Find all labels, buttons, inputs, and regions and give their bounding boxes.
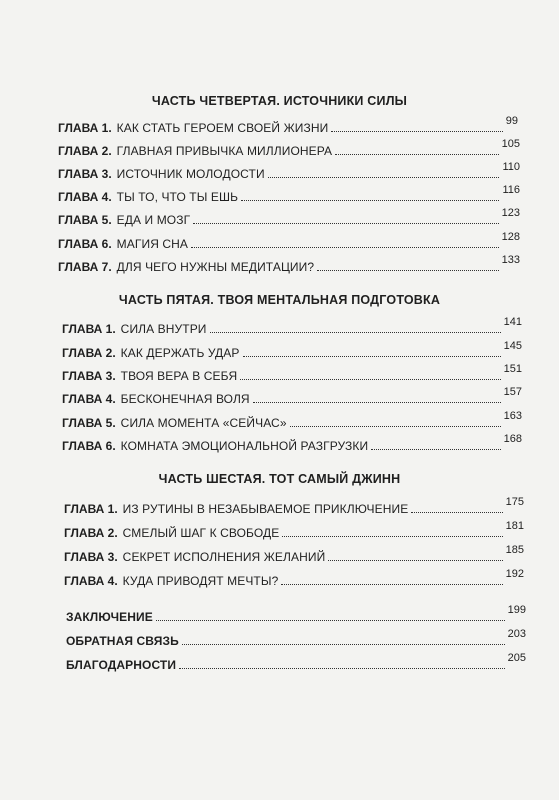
page-number: 99	[505, 115, 518, 127]
dot-leader	[241, 200, 499, 201]
page-number: 199	[507, 604, 526, 616]
toc-entry[interactable]	[64, 544, 524, 564]
chapter-title: ЕДА И МОЗГ	[116, 213, 191, 227]
page-number: 110	[502, 161, 520, 173]
chapter-title: КОМНАТА ЭМОЦИОНАЛЬНОЙ РАЗГРУЗКИ	[120, 439, 369, 453]
back-matter-entry[interactable]	[66, 652, 526, 672]
dot-leader	[268, 177, 500, 178]
page-number: 123	[501, 207, 520, 219]
toc-entry[interactable]	[62, 340, 522, 360]
dot-leader	[317, 270, 498, 271]
part-4-title: ЧАСТЬ ЧЕТВЕРТАЯ. ИСТОЧНИКИ СИЛЫ	[151, 94, 408, 108]
dot-leader	[253, 402, 501, 403]
page-number: 168	[503, 433, 522, 445]
chapter-title: КАК СТАТЬ ГЕРОЕМ СВОЕЙ ЖИЗНИ	[116, 121, 329, 135]
back-matter-title: ЗАКЛЮЧЕНИЕ	[66, 610, 153, 624]
chapter-title: ИЗ РУТИНЫ В НЕЗАБЫВАЕМОЕ ПРИКЛЮЧЕНИЕ	[122, 502, 409, 516]
dot-leader	[282, 536, 502, 537]
chapter-title: МАГИЯ СНА	[116, 237, 189, 251]
back-matter-title: ОБРАТНАЯ СВЯЗЬ	[66, 634, 179, 648]
page-number: 141	[503, 316, 522, 328]
chapter-label: ГЛАВА 1.	[62, 322, 116, 336]
chapter-title: ДЛЯ ЧЕГО НУЖНЫ МЕДИТАЦИИ?	[116, 260, 315, 274]
chapter-title: СИЛА МОМЕНТА «СЕЙЧАС»	[120, 416, 287, 430]
page-number: 205	[507, 652, 526, 664]
toc-entry[interactable]	[58, 161, 520, 181]
toc-entry[interactable]	[62, 363, 522, 383]
chapter-label: ГЛАВА 3.	[64, 550, 118, 564]
part-5-title: ЧАСТЬ ПЯТАЯ. ТВОЯ МЕНТАЛЬНАЯ ПОДГОТОВКА	[118, 293, 441, 307]
page-number: 151	[503, 363, 522, 375]
page-number: 203	[507, 628, 526, 640]
chapter-label: ГЛАВА 6.	[58, 237, 112, 251]
toc-entry[interactable]	[62, 410, 522, 430]
chapter-title: ИСТОЧНИК МОЛОДОСТИ	[116, 167, 265, 181]
page-number: 128	[501, 231, 520, 243]
back-matter-entry[interactable]	[66, 628, 526, 648]
toc-entry[interactable]	[62, 386, 522, 406]
page-number: 157	[503, 386, 522, 398]
back-matter-title: БЛАГОДАРНОСТИ	[66, 658, 177, 672]
back-matter-entry[interactable]	[66, 604, 526, 624]
dot-leader	[179, 668, 505, 669]
page-number: 105	[501, 138, 520, 150]
chapter-label: ГЛАВА 5.	[58, 213, 112, 227]
page-number: 145	[503, 340, 522, 352]
chapter-label: ГЛАВА 4.	[62, 392, 116, 406]
chapter-title: СЕКРЕТ ИСПОЛНЕНИЯ ЖЕЛАНИЙ	[122, 550, 326, 564]
dot-leader	[281, 584, 502, 585]
dot-leader	[156, 620, 505, 621]
chapter-label: ГЛАВА 2.	[58, 144, 112, 158]
dot-leader	[210, 332, 501, 333]
dot-leader	[371, 449, 500, 450]
chapter-title: КУДА ПРИВОДЯТ МЕЧТЫ?	[122, 574, 279, 588]
toc-entry[interactable]	[64, 568, 524, 588]
page-number: 175	[505, 496, 524, 508]
chapter-title: ГЛАВНАЯ ПРИВЫЧКА МИЛЛИОНЕРА	[116, 144, 333, 158]
dot-leader	[193, 223, 498, 224]
dot-leader	[411, 512, 502, 513]
dot-leader	[331, 131, 502, 132]
dot-leader	[182, 644, 505, 645]
toc-entry[interactable]	[58, 115, 518, 135]
page-number: 163	[503, 410, 522, 422]
chapter-label: ГЛАВА 7.	[58, 260, 112, 274]
toc-entry[interactable]	[58, 184, 520, 204]
page-number: 192	[505, 568, 524, 580]
chapter-title: ТВОЯ ВЕРА В СЕБЯ	[120, 369, 238, 383]
page-number: 116	[502, 184, 520, 196]
toc-entry[interactable]	[62, 433, 522, 453]
chapter-label: ГЛАВА 6.	[62, 439, 116, 453]
chapter-label: ГЛАВА 4.	[64, 574, 118, 588]
chapter-title: СМЕЛЫЙ ШАГ К СВОБОДЕ	[122, 526, 280, 540]
chapter-label: ГЛАВА 2.	[64, 526, 118, 540]
toc-entry[interactable]	[58, 207, 520, 227]
chapter-label: ГЛАВА 5.	[62, 416, 116, 430]
toc-entry[interactable]	[58, 138, 520, 158]
dot-leader	[335, 154, 498, 155]
chapter-label: ГЛАВА 2.	[62, 346, 116, 360]
chapter-label: ГЛАВА 3.	[58, 167, 112, 181]
dot-leader	[240, 379, 500, 380]
chapter-title: БЕСКОНЕЧНАЯ ВОЛЯ	[120, 392, 250, 406]
dot-leader	[328, 560, 502, 561]
dot-leader	[290, 426, 501, 427]
dot-leader	[243, 356, 501, 357]
chapter-label: ГЛАВА 1.	[64, 502, 118, 516]
page-number: 185	[505, 544, 524, 556]
toc-entry[interactable]	[58, 231, 520, 251]
chapter-label: ГЛАВА 3.	[62, 369, 116, 383]
toc-entry[interactable]	[58, 254, 520, 274]
toc-entry[interactable]	[62, 316, 522, 336]
page-number: 181	[505, 520, 524, 532]
chapter-label: ГЛАВА 1.	[58, 121, 112, 135]
page-number: 133	[501, 254, 520, 266]
toc-entry[interactable]	[64, 520, 524, 540]
chapter-title: ТЫ ТО, ЧТО ТЫ ЕШЬ	[116, 190, 239, 204]
dot-leader	[191, 247, 499, 248]
part-6-title: ЧАСТЬ ШЕСТАЯ. ТОТ САМЫЙ ДЖИНН	[158, 472, 401, 486]
toc-entry[interactable]	[64, 496, 524, 516]
chapter-label: ГЛАВА 4.	[58, 190, 112, 204]
chapter-title: СИЛА ВНУТРИ	[120, 322, 207, 336]
chapter-title: КАК ДЕРЖАТЬ УДАР	[120, 346, 240, 360]
